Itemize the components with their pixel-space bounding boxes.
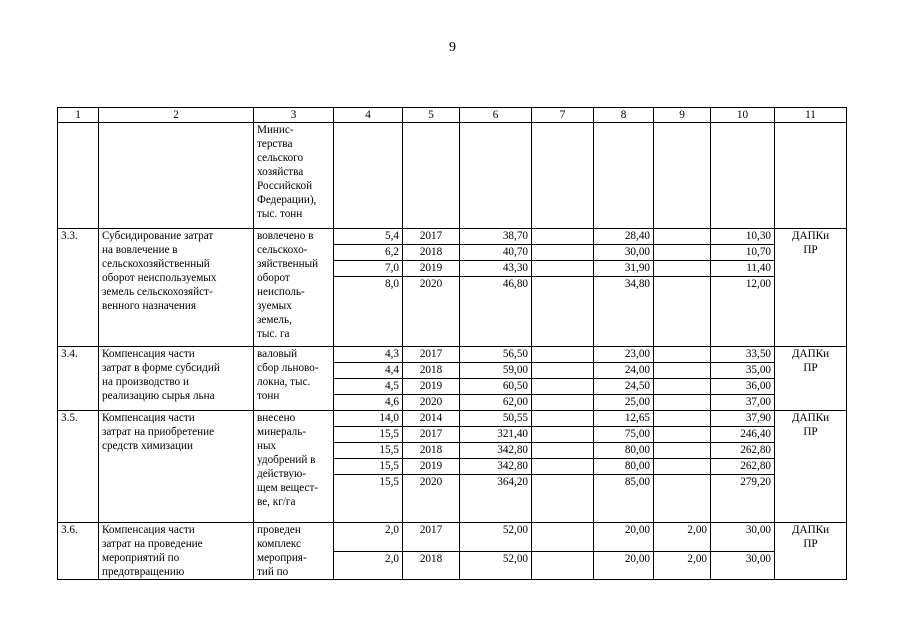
- table-row: [58, 347, 847, 363]
- value-col8: 24,50: [594, 379, 654, 395]
- value-col10: 30,00: [711, 523, 775, 552]
- value-col8: 34,80: [594, 277, 654, 347]
- value-col9: 2,00: [654, 523, 711, 552]
- cell: [99, 123, 254, 229]
- cell: [775, 123, 847, 229]
- row-number: 3.3.: [58, 229, 99, 347]
- value-col10: 10,70: [711, 245, 775, 261]
- value-col8: 30,00: [594, 245, 654, 261]
- value-col4: 2,0: [334, 551, 403, 580]
- table-row: [58, 523, 847, 552]
- activity-name: Компенсация части затрат на приобретение средств химизации: [99, 411, 254, 523]
- value-col10: 12,00: [711, 277, 775, 347]
- value-col9: [654, 363, 711, 379]
- value-total: 43,30: [460, 261, 532, 277]
- value-col4: 4,6: [334, 395, 403, 411]
- cell: [532, 123, 594, 229]
- value-col9: [654, 443, 711, 459]
- cell: [460, 123, 532, 229]
- page-number: 9: [449, 40, 456, 55]
- program-table: [57, 107, 847, 580]
- header-cell-7: 7: [532, 108, 594, 123]
- value-col4: 4,5: [334, 379, 403, 395]
- header-cell-5: 5: [403, 108, 460, 123]
- activity-name: Субсидирование затрат на вовлечение в сельскохозяйственный оборот неиспользуемых земель сельскохозяйст- венного назначения: [99, 229, 254, 347]
- cell: [334, 123, 403, 229]
- year: 2020: [403, 277, 460, 347]
- value-col9: [654, 347, 711, 363]
- header-cell-8: 8: [594, 108, 654, 123]
- value-col7: [532, 411, 594, 427]
- value-col7: [532, 523, 594, 552]
- value-col9: [654, 277, 711, 347]
- year: 2018: [403, 245, 460, 261]
- year: 2019: [403, 379, 460, 395]
- cell: [403, 123, 460, 229]
- table-row: [58, 411, 847, 427]
- year: 2017: [403, 229, 460, 245]
- value-total: 321,40: [460, 427, 532, 443]
- value-col10: 37,90: [711, 411, 775, 427]
- value-col9: [654, 475, 711, 523]
- value-col7: [532, 459, 594, 475]
- indicator: проведен комплекс мероприя- тий по: [254, 523, 334, 580]
- value-total: 62,00: [460, 395, 532, 411]
- header-cell-10: 10: [711, 108, 775, 123]
- year: 2018: [403, 551, 460, 580]
- row-number: 3.6.: [58, 523, 99, 580]
- value-total: 56,50: [460, 347, 532, 363]
- header-cell-9: 9: [654, 108, 711, 123]
- value-total: 46,80: [460, 277, 532, 347]
- value-col8: 80,00: [594, 459, 654, 475]
- value-col9: [654, 379, 711, 395]
- year: 2020: [403, 395, 460, 411]
- value-total: 52,00: [460, 523, 532, 552]
- value-col9: [654, 411, 711, 427]
- value-col4: 8,0: [334, 277, 403, 347]
- value-col9: [654, 261, 711, 277]
- value-col4: 15,5: [334, 427, 403, 443]
- value-col7: [532, 229, 594, 245]
- value-col7: [532, 379, 594, 395]
- value-col8: 85,00: [594, 475, 654, 523]
- value-total: 342,80: [460, 459, 532, 475]
- value-col10: 37,00: [711, 395, 775, 411]
- value-total: 38,70: [460, 229, 532, 245]
- value-col8: 28,40: [594, 229, 654, 245]
- value-col8: 20,00: [594, 551, 654, 580]
- value-col10: 36,00: [711, 379, 775, 395]
- cell: [594, 123, 654, 229]
- value-total: 40,70: [460, 245, 532, 261]
- indicator: внесено минераль- ных удобрений в действую- щем вещест- ве, кг/га: [254, 411, 334, 523]
- row-number: 3.4.: [58, 347, 99, 411]
- value-col8: 75,00: [594, 427, 654, 443]
- value-total: 342,80: [460, 443, 532, 459]
- value-col9: 2,00: [654, 551, 711, 580]
- value-col8: 12,65: [594, 411, 654, 427]
- activity-name: Компенсация части затрат на проведение мероприятий по предотвращению: [99, 523, 254, 580]
- year: 2019: [403, 459, 460, 475]
- header-cell-6: 6: [460, 108, 532, 123]
- value-col7: [532, 551, 594, 580]
- value-col7: [532, 363, 594, 379]
- value-col7: [532, 245, 594, 261]
- value-col4: 4,3: [334, 347, 403, 363]
- indicator: валовый сбор льново- локна, тыс. тонн: [254, 347, 334, 411]
- value-col4: 14,0: [334, 411, 403, 427]
- value-col10: 246,40: [711, 427, 775, 443]
- value-col10: 10,30: [711, 229, 775, 245]
- table-row: [58, 229, 847, 245]
- value-col9: [654, 459, 711, 475]
- header-cell-1: 1: [58, 108, 99, 123]
- executor: ДАПКи ПР: [775, 347, 847, 411]
- value-total: 60,50: [460, 379, 532, 395]
- executor: ДАПКи ПР: [775, 523, 847, 580]
- value-col10: 279,20: [711, 475, 775, 523]
- value-col4: 6,2: [334, 245, 403, 261]
- header-cell-3: 3: [254, 108, 334, 123]
- value-col9: [654, 427, 711, 443]
- value-col7: [532, 261, 594, 277]
- value-col7: [532, 277, 594, 347]
- year: 2019: [403, 261, 460, 277]
- value-total: 59,00: [460, 363, 532, 379]
- value-col8: 31,90: [594, 261, 654, 277]
- value-col9: [654, 229, 711, 245]
- value-col7: [532, 347, 594, 363]
- value-col10: 35,00: [711, 363, 775, 379]
- value-col8: 23,00: [594, 347, 654, 363]
- value-col4: 15,5: [334, 459, 403, 475]
- value-col4: 5,4: [334, 229, 403, 245]
- value-col4: 15,5: [334, 443, 403, 459]
- executor: ДАПКи ПР: [775, 229, 847, 347]
- year: 2018: [403, 443, 460, 459]
- value-col10: 262,80: [711, 443, 775, 459]
- value-col7: [532, 443, 594, 459]
- value-col10: 33,50: [711, 347, 775, 363]
- year: 2017: [403, 427, 460, 443]
- value-col8: 24,00: [594, 363, 654, 379]
- header-row: [58, 108, 847, 123]
- value-col8: 80,00: [594, 443, 654, 459]
- header-cell-11: 11: [775, 108, 847, 123]
- value-col7: [532, 475, 594, 523]
- value-col8: 20,00: [594, 523, 654, 552]
- year: 2020: [403, 475, 460, 523]
- value-col7: [532, 427, 594, 443]
- value-col7: [532, 395, 594, 411]
- value-total: 50,55: [460, 411, 532, 427]
- year: 2018: [403, 363, 460, 379]
- value-col10: 30,00: [711, 551, 775, 580]
- year: 2014: [403, 411, 460, 427]
- value-col4: 2,0: [334, 523, 403, 552]
- value-col9: [654, 395, 711, 411]
- value-col10: 11,40: [711, 261, 775, 277]
- value-col8: 25,00: [594, 395, 654, 411]
- cell: [711, 123, 775, 229]
- value-col4: 15,5: [334, 475, 403, 523]
- year: 2017: [403, 523, 460, 552]
- cell: [654, 123, 711, 229]
- indicator: вовлечено в сельскохо- зяйственный оборот неисполь- зуемых земель, тыс. га: [254, 229, 334, 347]
- header-cell-2: 2: [99, 108, 254, 123]
- header-cell-4: 4: [334, 108, 403, 123]
- row-number: 3.5.: [58, 411, 99, 523]
- value-col4: 7,0: [334, 261, 403, 277]
- value-col9: [654, 245, 711, 261]
- continuation-row: [58, 123, 847, 229]
- executor: ДАПКи ПР: [775, 411, 847, 523]
- continuation-indicator: Минис- терства сельского хозяйства Российской Федерации), тыс. тонн: [254, 123, 334, 229]
- value-total: 364,20: [460, 475, 532, 523]
- value-col4: 4,4: [334, 363, 403, 379]
- value-col10: 262,80: [711, 459, 775, 475]
- activity-name: Компенсация части затрат в форме субсидий на производство и реализацию сырья льна: [99, 347, 254, 411]
- year: 2017: [403, 347, 460, 363]
- value-total: 52,00: [460, 551, 532, 580]
- cell: [58, 123, 99, 229]
